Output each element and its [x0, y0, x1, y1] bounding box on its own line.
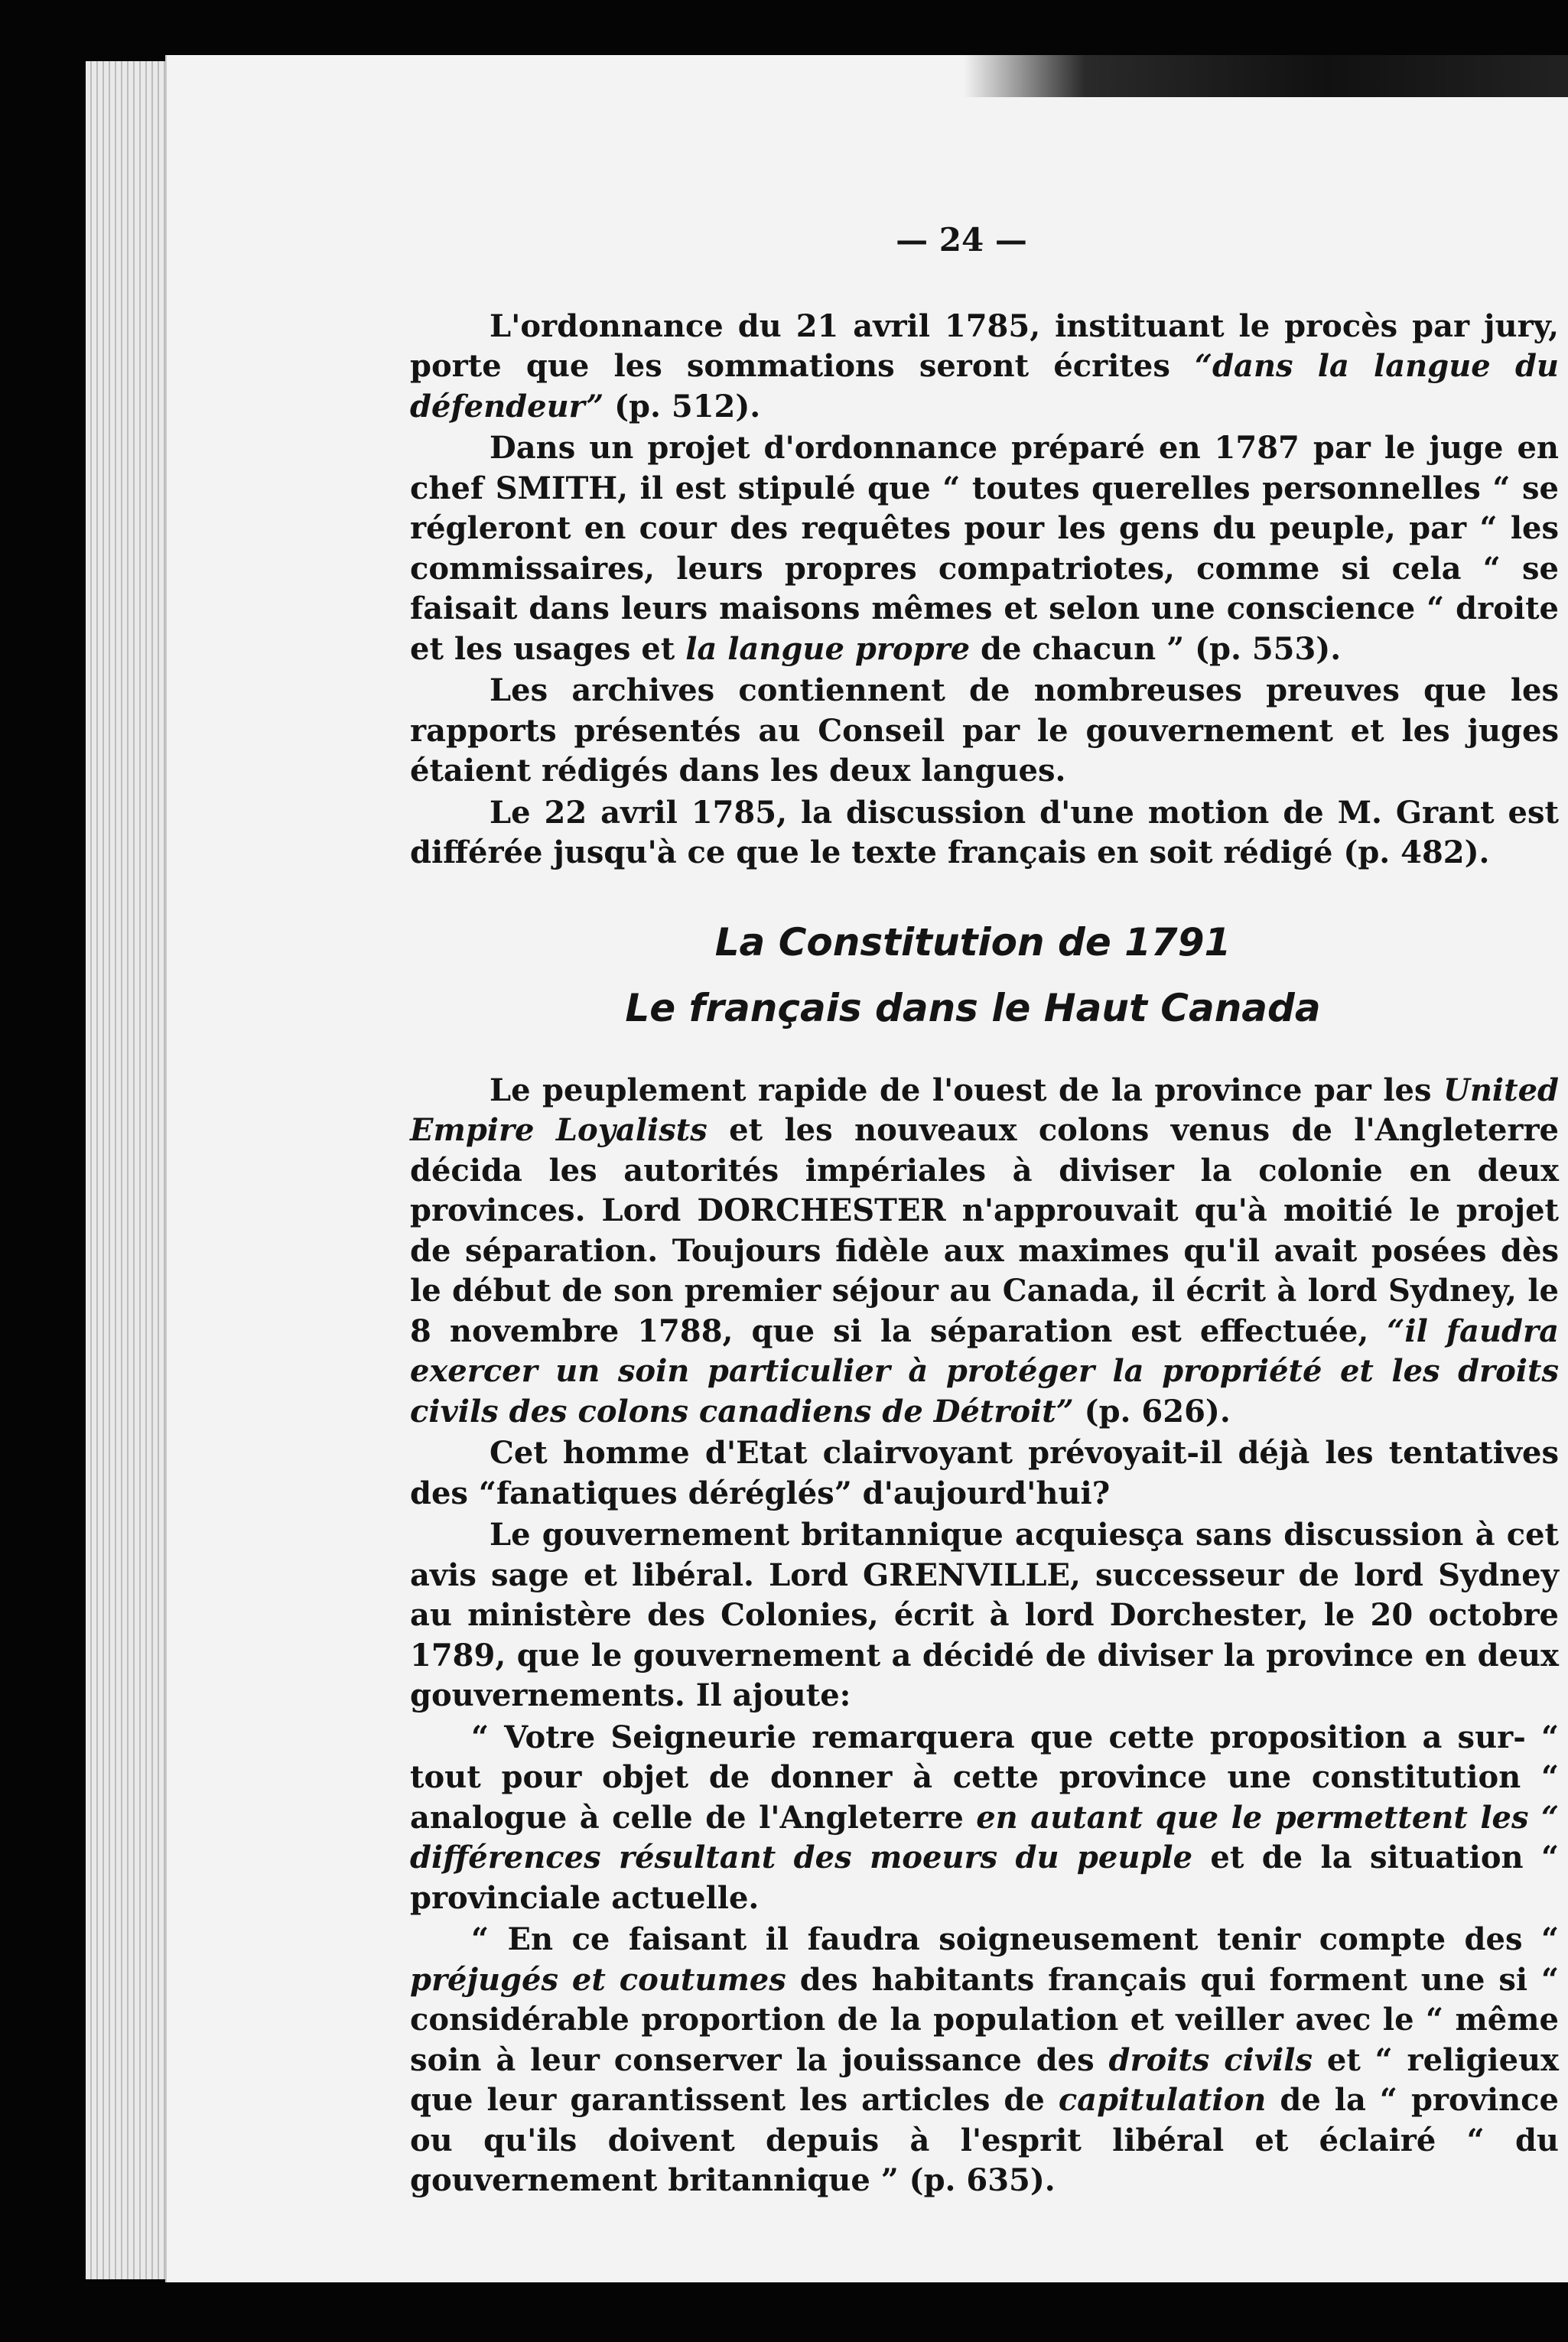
paragraph-p9 [410, 1920, 1559, 2201]
section-heading-haut-canada: Le français dans le Haut Canada [625, 985, 1321, 1030]
page-number: — 24 — [896, 221, 1027, 259]
text-segment: Dans un projet d'ordonnance préparé en 1787 par le juge en chef SMITH, il est stipulé que “ toutes querelles personnelles “ se régleront en cour des requêtes pour les gens du peuple, par “ les commissaires, leurs propres compatriotes, comme si cela “ se faisait dans leurs maisons mêmes et selon une conscience “ droite et les usages et [410, 430, 1559, 667]
paragraph-p2 [410, 428, 1559, 669]
text-segment: de chacun ” (p. 553). [970, 630, 1342, 667]
text-segment: et les nouveaux colons venus de l'Angleterre décida les autorités impériales à diviser la colonie en deux provinces. Lord DORCHESTER n'approuvait qu'à moitié le projet de séparation. Toujours fidèle aux maximes qu'il avait posées dès le début de son premier séjour au Canada, il écrit à lord Sydney, le 8 novembre 1788, que si la séparation est effectuée, [410, 1112, 1559, 1349]
italic-segment: “dans la langue du défendeur” [410, 348, 1560, 424]
italic-segment: la langue propre [685, 630, 971, 667]
italic-segment: “il faudra exercer un soin particulier à protéger la propriété et les droits civils des colons canadiens de Détroit” [410, 1312, 1559, 1430]
scan-border [0, 2282, 1568, 2342]
text-segment: “ En ce faisant il faudra soigneusement tenir compte des “ [471, 1921, 1559, 1957]
text-segment: et de la situation “ provinciale actuelle. [410, 1839, 1560, 1916]
text-segment: et “ religieux que leur garantissent les articles de [410, 2041, 1559, 2118]
text-segment: (p. 626). [1073, 1393, 1231, 1430]
paragraphs-before [410, 307, 1559, 873]
section-heading-constitution: La Constitution de 1791 [714, 919, 1231, 964]
paragraph-p7 [410, 1515, 1559, 1716]
text-segment: de la “ province ou qu'ils doivent depuis à l'esprit libéral et éclairé “ du gouvernement britannique ” (p. 635). [410, 2082, 1559, 2198]
page-body [410, 207, 1559, 2203]
text-segment: Les archives contiennent de nombreuses preuves que les rapports présentés au Conseil par le gouvernement et les juges étaient rédigés dans les deux langues. [410, 672, 1559, 789]
text-segment: “ Votre Seigneurie remarquera que cette proposition a sur- “ tout pour objet de donner à cette province une constitution “ analogue à celle de l'Angleterre [410, 1719, 1559, 1836]
text-segment: Le gouvernement britannique acquiesça sans discussion à cet avis sage et libéral. Lord GRENVILLE, successeur de lord Sydney au ministère des Colonies, écrit à lord Dorchester, le 20 octobre 1789, que le gouvernement a décidé de diviser la province en deux gouvernements. Il ajoute: [410, 1517, 1559, 1713]
paragraph-p5 [410, 1071, 1559, 1433]
paragraph-p6 [410, 1433, 1559, 1514]
paragraph-p3 [410, 671, 1559, 792]
text-segment: Le peuplement rapide de l'ouest de la province par les [490, 1072, 1443, 1108]
italic-segment: droits civils [1108, 2041, 1313, 2078]
paragraph-p1 [410, 307, 1559, 428]
italic-segment: capitulation [1058, 2082, 1267, 2118]
scan-smudge [964, 55, 1568, 97]
italic-segment: préjugés et coutumes [410, 1961, 786, 1998]
paragraph-p8 [410, 1718, 1559, 1919]
italic-segment: United Empire Loyalists [410, 1072, 1559, 1148]
text-segment: (p. 512). [603, 388, 761, 424]
text-segment: des habitants français qui forment une si “ considérable proportion de la population et veiller avec le “ même soin à leur conserver la jouissance des [410, 1961, 1560, 2078]
text-segment: L'ordonnance du 21 avril 1785, instituant le procès par jury, porte que les sommations seront écrites [410, 307, 1559, 384]
paragraphs-after [410, 1071, 1559, 2201]
text-segment: Le 22 avril 1785, la discussion d'une motion de M. Grant est différée jusqu'à ce que le texte français en soit rédigé (p. 482). [410, 794, 1559, 870]
paragraph-p4 [410, 793, 1559, 873]
italic-segment: en autant que le permettent les “ différences résultant des moeurs du peuple [410, 1799, 1559, 1875]
text-segment: Cet homme d'Etat clairvoyant prévoyait-il déjà les tentatives des “fanatiques déréglés” d'aujourd'hui? [410, 1435, 1559, 1511]
